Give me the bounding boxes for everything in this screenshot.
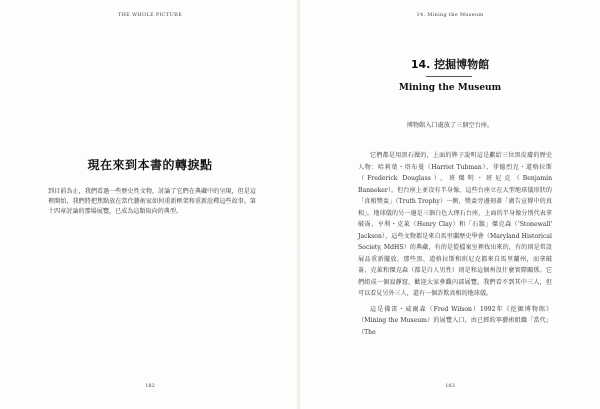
left-running-head: THE WHOLE PICTURE [117, 12, 183, 18]
right-page [300, 0, 600, 409]
left-page-number: 182 [145, 383, 155, 389]
chapter-epigraph: 博物館入口處放了三個空台座。 [406, 122, 494, 129]
chapter-title: 14. 挖掘博物館 [410, 58, 490, 71]
right-body-text [358, 150, 552, 338]
right-page-number: 183 [445, 383, 455, 389]
section-title: 現在來到本書的轉捩點 [87, 158, 213, 172]
right-running-head: 14. Mining the Museum [416, 12, 484, 18]
left-paragraph: 到目前為止，我們看過一些歷史性文物，討論了它們在典藏中的呈現，但是這裡開始，我們將把焦點放在當代藝術家如何重新框架和重新詮釋這些故事。第十四章討論的那場展覽，已成為這類取向的典型。 [48, 188, 256, 215]
right-paragraph-2: 這是佛雷・威爾森（Fred Wilson）1992年《挖掘博物館》（Mining the Museum）的展覽入口，由已經約寧藝術組織「當代」（The [358, 305, 552, 336]
chapter-divider [426, 76, 472, 77]
right-paragraph-1: 它們都是用黑石做的，上面的牌子說明這是獻給三位黑皮膚的歷史人物：哈莉葉・塔布曼（Harriet Tubman）、菲德烈克・道格拉斯（Frederick Douglass）、班傑明・班尼克（Benjamin Banneker）。但台座上並沒有半身像，這些台座立在大型地球儀形狀的「真相獎盃」（Truth Trophy）一側，獎盃旁邊刻著「廣告宣傳中的真相」。地球儀的另一邊是三個白色大理石台座，上面的半身像分別代表拿破崙、亨利・克萊（Henry Clay）和「石牆」傑克森（'Stonewall' Jackson），這些文物都是來自馬里蘭歷史學會（Maryland Historical Society, MdHS）的典藏，有的是從檔案室裡找出來的，有的則是常設展品重新擺放。那些黑、道格拉斯和班尼克都來自馬里蘭州，而拿破崙、克萊和傑克森（都是白人男性）則是和這個州沒什麼實際關係。它們組成一個寂靜窟，歡迎大家參觀內部展覽。我們看不到其中三人，但可以看見另外三人，還有一個詐欺真相的地球儀。 [358, 152, 552, 297]
left-body-text [48, 187, 256, 217]
chapter-subtitle: Mining the Museum [398, 83, 502, 93]
